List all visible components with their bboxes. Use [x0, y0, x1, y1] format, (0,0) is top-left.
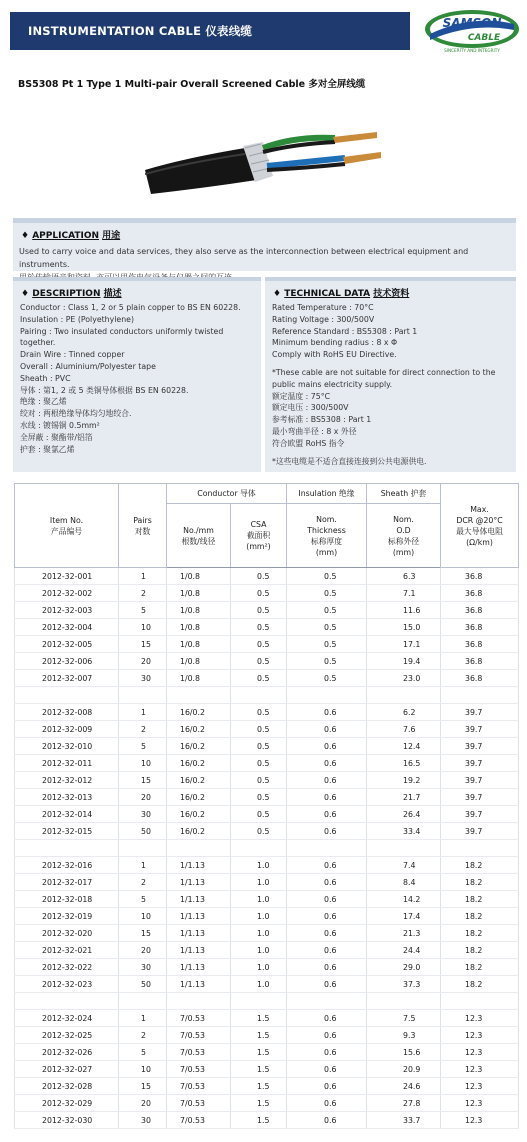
dcr-cell: 18.2 [441, 874, 519, 891]
dcr-cell: 12.3 [441, 1010, 519, 1027]
od-cell: 14.2 [367, 891, 441, 908]
conductor-cell: 16/0.2 [167, 738, 231, 755]
specification-table [14, 483, 518, 1129]
conductor-cell: 16/0.2 [167, 772, 231, 789]
item-no-cell: 2012-32-027 [15, 1061, 119, 1078]
csa-cell: 0.5 [231, 636, 287, 653]
thickness-cell: 0.5 [287, 636, 367, 653]
pairs-cell: 10 [119, 619, 167, 636]
table-row [15, 908, 519, 925]
csa-cell: 0.5 [231, 738, 287, 755]
dcr-cell: 12.3 [441, 1095, 519, 1112]
item-no-cell: 2012-32-022 [15, 959, 119, 976]
conductor-cell: 16/0.2 [167, 823, 231, 840]
dcr-cell: 39.7 [441, 704, 519, 721]
table-row [15, 857, 519, 874]
od-cell: 19.2 [367, 772, 441, 789]
csa-cell: 1.5 [231, 1112, 287, 1129]
item-no-cell: 2012-32-024 [15, 1010, 119, 1027]
thickness-cell: 0.5 [287, 653, 367, 670]
csa-cell: 0.5 [231, 704, 287, 721]
pairs-cell: 20 [119, 789, 167, 806]
dcr-cell: 39.7 [441, 721, 519, 738]
pairs-cell: 10 [119, 1061, 167, 1078]
pairs-cell: 20 [119, 1095, 167, 1112]
od-cell: 24.6 [367, 1078, 441, 1095]
od-cell: 23.0 [367, 670, 441, 687]
description-section [13, 277, 261, 472]
dcr-cell: 12.3 [441, 1027, 519, 1044]
dcr-cell: 18.2 [441, 959, 519, 976]
conductor-cell: 7/0.53 [167, 1095, 231, 1112]
table-row [15, 1078, 519, 1095]
thickness-cell: 0.5 [287, 602, 367, 619]
item-no-cell: 2012-32-023 [15, 976, 119, 993]
conductor-cell: 1/0.8 [167, 670, 231, 687]
cable-illustration [145, 118, 385, 198]
pairs-cell: 1 [119, 704, 167, 721]
pairs-cell: 5 [119, 1044, 167, 1061]
thickness-cell: 0.6 [287, 755, 367, 772]
thickness-cell: 0.6 [287, 1095, 367, 1112]
dcr-cell: 18.2 [441, 942, 519, 959]
pairs-cell: 10 [119, 908, 167, 925]
conductor-cell: 16/0.2 [167, 704, 231, 721]
od-cell: 17.1 [367, 636, 441, 653]
logo-line2: CABLE [467, 33, 501, 43]
pairs-cell: 2 [119, 1027, 167, 1044]
dcr-cell: 36.8 [441, 585, 519, 602]
conductor-cell: 1/1.13 [167, 959, 231, 976]
csa-cell: 1.0 [231, 976, 287, 993]
pairs-cell: 15 [119, 772, 167, 789]
csa-cell: 1.0 [231, 891, 287, 908]
header [10, 8, 517, 54]
table-row [15, 670, 519, 687]
conductor-cell: 1/1.13 [167, 857, 231, 874]
pairs-cell: 2 [119, 585, 167, 602]
od-cell: 17.4 [367, 908, 441, 925]
item-no-cell: 2012-32-006 [15, 653, 119, 670]
od-cell: 7.4 [367, 857, 441, 874]
header-csa: CSA 截面积 (mm²) [231, 504, 287, 568]
pairs-cell: 10 [119, 755, 167, 772]
thickness-cell: 0.6 [287, 942, 367, 959]
table-row [15, 568, 519, 585]
thickness-cell: 0.6 [287, 1044, 367, 1061]
od-cell: 15.0 [367, 619, 441, 636]
thickness-cell: 0.6 [287, 891, 367, 908]
dcr-cell: 12.3 [441, 1078, 519, 1095]
item-no-cell: 2012-32-019 [15, 908, 119, 925]
csa-cell: 1.0 [231, 857, 287, 874]
pairs-cell: 2 [119, 721, 167, 738]
dcr-cell: 39.7 [441, 806, 519, 823]
pairs-cell: 5 [119, 891, 167, 908]
conductor-cell: 1/1.13 [167, 942, 231, 959]
pairs-cell: 20 [119, 653, 167, 670]
thickness-cell: 0.6 [287, 976, 367, 993]
od-cell: 6.3 [367, 568, 441, 585]
csa-cell: 1.5 [231, 1044, 287, 1061]
dcr-cell: 39.7 [441, 823, 519, 840]
thickness-cell: 0.6 [287, 1078, 367, 1095]
pairs-cell: 5 [119, 738, 167, 755]
dcr-cell: 18.2 [441, 857, 519, 874]
od-cell: 12.4 [367, 738, 441, 755]
item-no-cell: 2012-32-016 [15, 857, 119, 874]
conductor-cell: 1/1.13 [167, 891, 231, 908]
conductor-cell: 1/1.13 [167, 976, 231, 993]
dcr-cell: 36.8 [441, 568, 519, 585]
thickness-cell: 0.6 [287, 925, 367, 942]
pairs-cell: 1 [119, 857, 167, 874]
item-no-cell: 2012-32-017 [15, 874, 119, 891]
conductor-cell: 16/0.2 [167, 755, 231, 772]
od-cell: 21.3 [367, 925, 441, 942]
od-cell: 29.0 [367, 959, 441, 976]
dcr-cell: 36.8 [441, 619, 519, 636]
pairs-cell: 2 [119, 874, 167, 891]
dcr-cell: 18.2 [441, 925, 519, 942]
thickness-cell: 0.6 [287, 874, 367, 891]
table-row [15, 925, 519, 942]
item-no-cell: 2012-32-021 [15, 942, 119, 959]
pairs-cell: 30 [119, 670, 167, 687]
conductor-cell: 7/0.53 [167, 1112, 231, 1129]
pairs-cell: 50 [119, 823, 167, 840]
csa-cell: 1.5 [231, 1010, 287, 1027]
thickness-cell: 0.6 [287, 1027, 367, 1044]
conductor-cell: 1/0.8 [167, 585, 231, 602]
csa-cell: 1.5 [231, 1027, 287, 1044]
table-row [15, 738, 519, 755]
logo-tagline: SINCERITY AND INTEGRITY [444, 48, 500, 53]
od-cell: 33.4 [367, 823, 441, 840]
table-row [15, 789, 519, 806]
pairs-cell: 50 [119, 976, 167, 993]
dcr-cell: 39.7 [441, 738, 519, 755]
conductor-cell: 1/0.8 [167, 653, 231, 670]
table-row [15, 1095, 519, 1112]
csa-cell: 0.5 [231, 823, 287, 840]
page-title: BS5308 Pt 1 Type 1 Multi-pair Overall Screened Cable 多对全屏线缆 [18, 79, 366, 90]
table-row [15, 1010, 519, 1027]
table-body [15, 568, 519, 1129]
item-no-cell: 2012-32-029 [15, 1095, 119, 1112]
csa-cell: 1.0 [231, 942, 287, 959]
csa-cell: 1.0 [231, 959, 287, 976]
thickness-cell: 0.5 [287, 619, 367, 636]
table-row [15, 755, 519, 772]
conductor-cell: 1/1.13 [167, 908, 231, 925]
od-cell: 8.4 [367, 874, 441, 891]
od-cell: 11.6 [367, 602, 441, 619]
dcr-cell: 39.7 [441, 789, 519, 806]
conductor-cell: 1/0.8 [167, 602, 231, 619]
item-no-cell: 2012-32-015 [15, 823, 119, 840]
pairs-cell: 20 [119, 942, 167, 959]
csa-cell: 1.0 [231, 874, 287, 891]
conductor-cell: 1/0.8 [167, 636, 231, 653]
header-conductor: Conductor 导体 [167, 484, 287, 504]
conductor-cell: 1/1.13 [167, 874, 231, 891]
dcr-cell: 12.3 [441, 1044, 519, 1061]
item-no-cell: 2012-32-012 [15, 772, 119, 789]
dcr-cell: 36.8 [441, 670, 519, 687]
table-row [15, 772, 519, 789]
thickness-cell: 0.6 [287, 1061, 367, 1078]
header-no-mm: No./mm 根数/线径 [167, 504, 231, 568]
header-title: INSTRUMENTATION CABLE 仪表线缆 [10, 12, 410, 50]
od-cell: 37.3 [367, 976, 441, 993]
table-row [15, 653, 519, 670]
table-row [15, 636, 519, 653]
od-cell: 7.6 [367, 721, 441, 738]
csa-cell: 0.5 [231, 585, 287, 602]
group-spacer-row [15, 687, 519, 704]
conductor-cell: 1/0.8 [167, 568, 231, 585]
table-row [15, 942, 519, 959]
od-cell: 19.4 [367, 653, 441, 670]
table-row [15, 1027, 519, 1044]
technical-data-heading: ♦ TECHNICAL DATA 技术资料 [273, 289, 410, 299]
item-no-cell: 2012-32-005 [15, 636, 119, 653]
csa-cell: 1.5 [231, 1061, 287, 1078]
item-no-cell: 2012-32-014 [15, 806, 119, 823]
header-od: Nom. O.D 标称外径 (mm) [367, 504, 441, 568]
description-lines: Conductor : Class 1, 2 or 5 plain copper to BS EN 60228. Insulation : PE (Polyethylene) Pairing : Two insulated conductors uniformly twisted together. Drain Wire : Tinned copper Overall : Aluminium/Polyester tape Sheath : PVC 导体 : 第1, 2 或 5 类铜导体根据 BS EN 60228. 绝缘 : 聚乙烯 绞对 : 两根绝缘导体均匀地绞合. 水线 : 镀锡铜 0.5mm² 全屏蔽 : 聚酯带/铝箔 护套 : 聚氯乙烯 [20, 303, 241, 454]
dcr-cell: 12.3 [441, 1061, 519, 1078]
thickness-cell: 0.6 [287, 806, 367, 823]
csa-cell: 0.5 [231, 653, 287, 670]
table-row [15, 806, 519, 823]
thickness-cell: 0.6 [287, 1010, 367, 1027]
thickness-cell: 0.6 [287, 959, 367, 976]
conductor-cell: 16/0.2 [167, 721, 231, 738]
item-no-cell: 2012-32-001 [15, 568, 119, 585]
application-text-en: Used to carry voice and data services, they also serve as the interconnection between electrical equipment and instruments. [19, 247, 469, 269]
technical-data-lines: Rated Temperature : 70°C Rating Voltage : 300/500V Reference Standard : BS5308 : Part 1 Minimum bending radius : 8 x Φ Comply with RoHS EU Directive. *These cable are not suitable for direct connection to the public mains electricity supply. 额定温度 : 75°C 额定电压 : 300/500V 参考标准 : BS5308 : Part 1 最小弯曲半径 : 8 x 外径 符合欧盟 RoHS 指令 *这些电缆是不适合直接连接到公共电源供电. [272, 303, 496, 466]
conductor-cell: 7/0.53 [167, 1027, 231, 1044]
item-no-cell: 2012-32-009 [15, 721, 119, 738]
conductor-cell: 7/0.53 [167, 1010, 231, 1027]
table-row [15, 1061, 519, 1078]
csa-cell: 0.5 [231, 602, 287, 619]
csa-cell: 1.0 [231, 925, 287, 942]
conductor-cell: 1/1.13 [167, 925, 231, 942]
thickness-cell: 0.6 [287, 738, 367, 755]
pairs-cell: 1 [119, 568, 167, 585]
pairs-cell: 30 [119, 959, 167, 976]
conductor-cell: 16/0.2 [167, 806, 231, 823]
group-spacer-row [15, 993, 519, 1010]
od-cell: 9.3 [367, 1027, 441, 1044]
thickness-cell: 0.6 [287, 1112, 367, 1129]
item-no-cell: 2012-32-013 [15, 789, 119, 806]
od-cell: 20.9 [367, 1061, 441, 1078]
dcr-cell: 36.8 [441, 653, 519, 670]
od-cell: 21.7 [367, 789, 441, 806]
thickness-cell: 0.6 [287, 721, 367, 738]
thickness-cell: 0.6 [287, 789, 367, 806]
header-thickness: Nom. Thickness 标称厚度 (mm) [287, 504, 367, 568]
table-row [15, 1112, 519, 1129]
od-cell: 6.2 [367, 704, 441, 721]
item-no-cell: 2012-32-008 [15, 704, 119, 721]
table-row [15, 874, 519, 891]
dcr-cell: 36.8 [441, 636, 519, 653]
pairs-cell: 30 [119, 1112, 167, 1129]
item-no-cell: 2012-32-003 [15, 602, 119, 619]
csa-cell: 0.5 [231, 772, 287, 789]
header-pairs: Pairs 对数 [119, 484, 167, 568]
item-no-cell: 2012-32-004 [15, 619, 119, 636]
header-item-no: Item No. 产品编号 [15, 484, 119, 568]
csa-cell: 0.5 [231, 670, 287, 687]
od-cell: 7.5 [367, 1010, 441, 1027]
dcr-cell: 18.2 [441, 891, 519, 908]
dcr-cell: 18.2 [441, 976, 519, 993]
item-no-cell: 2012-32-002 [15, 585, 119, 602]
item-no-cell: 2012-32-025 [15, 1027, 119, 1044]
od-cell: 27.8 [367, 1095, 441, 1112]
od-cell: 26.4 [367, 806, 441, 823]
table-row [15, 891, 519, 908]
dcr-cell: 36.8 [441, 602, 519, 619]
table-row [15, 704, 519, 721]
conductor-cell: 7/0.53 [167, 1078, 231, 1095]
item-no-cell: 2012-32-011 [15, 755, 119, 772]
od-cell: 7.1 [367, 585, 441, 602]
thickness-cell: 0.5 [287, 568, 367, 585]
table-row [15, 959, 519, 976]
conductor-cell: 16/0.2 [167, 789, 231, 806]
dcr-cell: 39.7 [441, 755, 519, 772]
header-insulation: Insulation 绝缘 [287, 484, 367, 504]
conductor-cell: 1/0.8 [167, 619, 231, 636]
table-row [15, 1044, 519, 1061]
pairs-cell: 15 [119, 1078, 167, 1095]
csa-cell: 0.5 [231, 619, 287, 636]
thickness-cell: 0.6 [287, 908, 367, 925]
item-no-cell: 2012-32-018 [15, 891, 119, 908]
pairs-cell: 30 [119, 806, 167, 823]
header-sheath: Sheath 护套 [367, 484, 441, 504]
table-row [15, 976, 519, 993]
od-cell: 16.5 [367, 755, 441, 772]
application-section [13, 218, 516, 271]
table-row [15, 823, 519, 840]
item-no-cell: 2012-32-026 [15, 1044, 119, 1061]
conductor-cell: 7/0.53 [167, 1044, 231, 1061]
dcr-cell: 12.3 [441, 1112, 519, 1129]
pairs-cell: 5 [119, 602, 167, 619]
table-row [15, 602, 519, 619]
item-no-cell: 2012-32-020 [15, 925, 119, 942]
od-cell: 24.4 [367, 942, 441, 959]
conductor-cell: 7/0.53 [167, 1061, 231, 1078]
table-row [15, 721, 519, 738]
description-heading: ♦ DESCRIPTION 描述 [21, 289, 122, 299]
dcr-cell: 18.2 [441, 908, 519, 925]
table-row [15, 619, 519, 636]
pairs-cell: 1 [119, 1010, 167, 1027]
item-no-cell: 2012-32-030 [15, 1112, 119, 1129]
od-cell: 15.6 [367, 1044, 441, 1061]
csa-cell: 0.5 [231, 789, 287, 806]
dcr-cell: 39.7 [441, 772, 519, 789]
thickness-cell: 0.6 [287, 772, 367, 789]
od-cell: 33.7 [367, 1112, 441, 1129]
thickness-cell: 0.6 [287, 704, 367, 721]
thickness-cell: 0.6 [287, 857, 367, 874]
item-no-cell: 2012-32-010 [15, 738, 119, 755]
item-no-cell: 2012-32-007 [15, 670, 119, 687]
logo-line1: SAMSON [442, 16, 502, 30]
pairs-cell: 15 [119, 636, 167, 653]
csa-cell: 1.5 [231, 1095, 287, 1112]
csa-cell: 1.5 [231, 1078, 287, 1095]
csa-cell: 0.5 [231, 568, 287, 585]
csa-cell: 0.5 [231, 755, 287, 772]
thickness-cell: 0.5 [287, 585, 367, 602]
technical-data-section [265, 277, 516, 472]
csa-cell: 0.5 [231, 806, 287, 823]
csa-cell: 0.5 [231, 721, 287, 738]
header-dcr: Max. DCR @20°C 最大导体电阻 (Ω/km) [441, 484, 519, 568]
thickness-cell: 0.5 [287, 670, 367, 687]
table-row [15, 585, 519, 602]
samson-cable-logo [422, 8, 522, 54]
pairs-cell: 15 [119, 925, 167, 942]
csa-cell: 1.0 [231, 908, 287, 925]
thickness-cell: 0.6 [287, 823, 367, 840]
item-no-cell: 2012-32-028 [15, 1078, 119, 1095]
application-heading: ♦ APPLICATION 用途 [21, 231, 121, 241]
group-spacer-row [15, 840, 519, 857]
